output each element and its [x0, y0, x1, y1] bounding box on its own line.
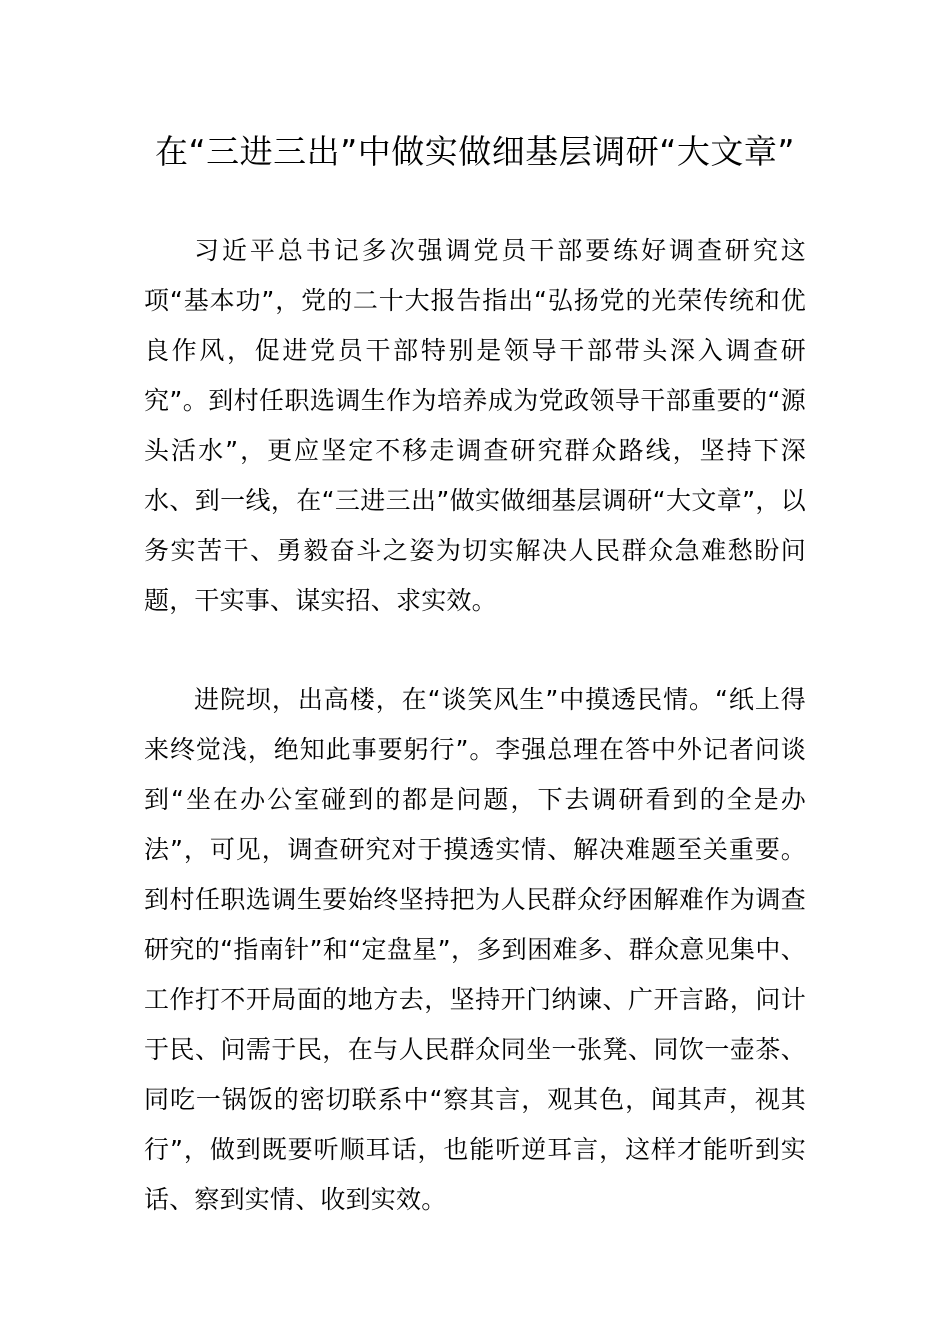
document-title: 在“三进三出”中做实做细基层调研“大文章” — [155, 132, 795, 171]
paragraph-1 — [144, 226, 806, 626]
paragraph-1-text: 习近平总书记多次强调党员干部要练好调查研究这项“基本功”，党的二十大报告指出“弘扬党的光荣传统和优良作风，促进党员干部特别是领导干部带头深入调查研究”。到村任职选调生作为培养成为党政领导干部重要的“源头活水”，更应坚定不移走调查研究群众路线，坚持下深水、到一线，在“三进三出”做实做细基层调研“大文章”，以务实苦干、勇毅奋斗之姿为切实解决人民群众急难愁盼问题，干实事、谋实招、求实效。 — [144, 236, 806, 615]
paragraph-2 — [144, 675, 806, 1225]
paragraph-2-text: 进院坝，出高楼，在“谈笑风生”中摸透民情。“纸上得来终觉浅，绝知此事要躬行”。李强总理在答中外记者问谈到“坐在办公室碰到的都是问题，下去调研看到的全是办法”，可见，调查研究对于摸透实情、解决难题至关重要。到村任职选调生要始终坚持把为人民群众纾困解难作为调查研究的“指南针”和“定盘星”，多到困难多、群众意见集中、工作打不开局面的地方去，坚持开门纳谏、广开言路，问计于民、问需于民，在与人民群众同坐一张凳、同饮一壶茶、同吃一锅饭的密切联系中“察其言，观其色，闻其声，视其行”，做到既要听顺耳话，也能听逆耳言，这样才能听到实话、察到实情、收到实效。 — [144, 685, 806, 1214]
